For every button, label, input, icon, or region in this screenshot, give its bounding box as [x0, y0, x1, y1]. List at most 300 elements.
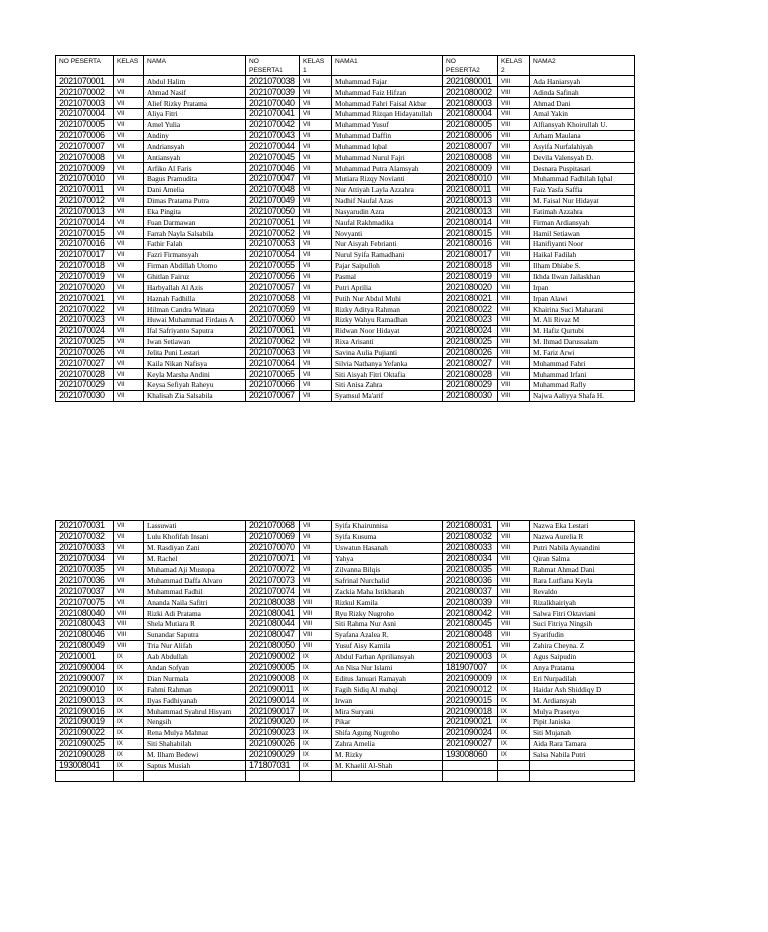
cell-no-peserta-1: [246, 771, 300, 782]
header-no-peserta-1: [246, 56, 300, 76]
table-row: [56, 358, 635, 369]
cell-nama-2: Haidar Ash Shiddiqy D: [530, 684, 635, 695]
cell-nama: Fuan Darmawan: [144, 217, 246, 228]
cell-nama: Lulu Khofifah Insani: [144, 531, 246, 542]
cell-nama-1: Mira Suryani: [332, 706, 443, 717]
cell-nama-2: Suci Fitriya Ningsih: [530, 619, 635, 630]
cell-nama-1: Pikar: [332, 717, 443, 728]
cell-kelas-1: VII: [300, 239, 332, 250]
cell-nama: Rena Mulya Mahnaz: [144, 727, 246, 738]
cell-no-peserta-2: 2021080035: [443, 564, 498, 575]
cell-kelas: VII: [114, 228, 144, 239]
cell-kelas: VIII: [114, 619, 144, 630]
cell-no-peserta: 2021070028: [56, 369, 114, 380]
cell-no-peserta: 2021070016: [56, 239, 114, 250]
table-row: [56, 141, 635, 152]
cell-no-peserta-1: 2021070074: [246, 586, 300, 597]
cell-no-peserta: 2021090022: [56, 727, 114, 738]
cell-no-peserta: 2021070009: [56, 163, 114, 174]
cell-no-peserta: 2021090025: [56, 738, 114, 749]
cell-kelas-2: VIII: [498, 336, 530, 347]
header-label: NAMA1: [335, 58, 358, 65]
cell-kelas: VII: [114, 108, 144, 119]
cell-nama-2: Irpan Alawi: [530, 293, 635, 304]
cell-nama-2: Pipit Janiska: [530, 717, 635, 728]
header-label: NO PESERTA1: [249, 58, 283, 75]
cell-kelas-2: VIII: [498, 325, 530, 336]
cell-no-peserta-2: [443, 760, 498, 771]
cell-nama-1: Putri Aprilia: [332, 282, 443, 293]
cell-nama-1: Ridwan Noor Hidayat: [332, 325, 443, 336]
cell-nama-1: Zahra Amelia: [332, 738, 443, 749]
cell-kelas: VII: [114, 76, 144, 87]
table-row: [56, 217, 635, 228]
cell-nama-2: Alfiansyah Khoirullah U.: [530, 119, 635, 130]
header-no-peserta: [56, 56, 114, 76]
cell-no-peserta-1: 2021070044: [246, 141, 300, 152]
cell-kelas-1: VII: [300, 174, 332, 185]
cell-kelas-1: VII: [300, 347, 332, 358]
cell-nama: Farrah Nayla Salsabila: [144, 228, 246, 239]
participant-table-2: [55, 520, 635, 782]
cell-no-peserta-1: 2021070066: [246, 380, 300, 391]
cell-kelas-2: VIII: [498, 119, 530, 130]
cell-kelas: VII: [114, 390, 144, 401]
header-label: NO PESERTA: [59, 58, 101, 65]
cell-kelas-2: VIII: [498, 87, 530, 98]
cell-kelas-2: VIII: [498, 586, 530, 597]
cell-kelas-2: VIII: [498, 174, 530, 185]
cell-no-peserta-1: 2021070060: [246, 314, 300, 325]
cell-no-peserta: 2021070032: [56, 531, 114, 542]
cell-kelas-1: VIII: [300, 608, 332, 619]
cell-nama-1: Muhammad Daffin: [332, 130, 443, 141]
cell-kelas: IX: [114, 651, 144, 662]
cell-kelas: VII: [114, 249, 144, 260]
cell-nama: Iwan Setiawan: [144, 336, 246, 347]
cell-no-peserta-2: 2021080013: [443, 206, 498, 217]
cell-no-peserta: 2021070013: [56, 206, 114, 217]
header-label: NAMA2: [533, 58, 556, 65]
cell-no-peserta-2: 2021080026: [443, 347, 498, 358]
cell-nama: Muhamad Aji Mustopa: [144, 564, 246, 575]
table-row: [56, 228, 635, 239]
cell-no-peserta: 2021090013: [56, 695, 114, 706]
cell-nama-2: Asyifa Nurfalahiyah: [530, 141, 635, 152]
header-nama-1: [332, 56, 443, 76]
cell-kelas-1: IX: [300, 651, 332, 662]
cell-kelas-2: VIII: [498, 314, 530, 325]
cell-kelas: VIII: [114, 629, 144, 640]
table-row: [56, 619, 635, 630]
cell-no-peserta: 2021080040: [56, 608, 114, 619]
cell-nama-1: Abdul Farhan Apriliansyah: [332, 651, 443, 662]
cell-nama: Arfiko Al Faris: [144, 163, 246, 174]
cell-no-peserta-2: 2021080003: [443, 98, 498, 109]
cell-kelas: VII: [114, 152, 144, 163]
cell-no-peserta-1: 2021070045: [246, 152, 300, 163]
cell-nama-2: Nazwa Eka Lestari: [530, 521, 635, 532]
cell-kelas-1: VII: [300, 336, 332, 347]
cell-kelas-2: VIII: [498, 380, 530, 391]
cell-nama: Ilyas Fadhiyanah: [144, 695, 246, 706]
header-label: KELAS 1: [303, 58, 325, 75]
cell-no-peserta-1: 2021070055: [246, 260, 300, 271]
cell-no-peserta-1: 2021070056: [246, 271, 300, 282]
cell-no-peserta-2: 2021080021: [443, 293, 498, 304]
header-nama-2: [530, 56, 635, 76]
cell-nama: Andriansyah: [144, 141, 246, 152]
cell-nama: Dani Amelia: [144, 184, 246, 195]
cell-nama-2: M. Ali Rivaz M: [530, 314, 635, 325]
table-row: [56, 380, 635, 391]
cell-nama: Fahmi Rahman: [144, 684, 246, 695]
cell-nama-2: Syarifudin: [530, 629, 635, 640]
cell-nama-2: Muhammad Irfani: [530, 369, 635, 380]
cell-no-peserta-1: 2021070049: [246, 195, 300, 206]
cell-nama-1: M. Rizky: [332, 749, 443, 760]
cell-kelas-1: VII: [300, 152, 332, 163]
cell-no-peserta-1: 2021090029: [246, 749, 300, 760]
cell-kelas-2: VIII: [498, 640, 530, 651]
cell-no-peserta: 2021070022: [56, 304, 114, 315]
cell-nama: Andan Sofyan: [144, 662, 246, 673]
cell-kelas-1: VII: [300, 390, 332, 401]
cell-kelas-2: IX: [498, 706, 530, 717]
cell-kelas: VII: [114, 347, 144, 358]
cell-kelas: VII: [114, 195, 144, 206]
cell-kelas-1: VII: [300, 130, 332, 141]
cell-kelas-1: IX: [300, 684, 332, 695]
cell-no-peserta: 2021070030: [56, 390, 114, 401]
cell-kelas-2: VIII: [498, 553, 530, 564]
cell-kelas: VII: [114, 174, 144, 185]
cell-kelas-1: IX: [300, 727, 332, 738]
cell-nama-1: Rizky Aditya Rahman: [332, 304, 443, 315]
cell-no-peserta-1: 2021090011: [246, 684, 300, 695]
cell-no-peserta-2: 2021080011: [443, 184, 498, 195]
cell-no-peserta-1: 2021070038: [246, 76, 300, 87]
cell-kelas-1: VII: [300, 325, 332, 336]
table-body: [56, 56, 635, 402]
cell-kelas-1: VII: [300, 521, 332, 532]
cell-kelas-2: [498, 771, 530, 782]
cell-no-peserta-1: 2021070041: [246, 108, 300, 119]
header-nama: [144, 56, 246, 76]
cell-kelas-1: IX: [300, 662, 332, 673]
cell-nama-1: Rizky Wahyu Ramadhan: [332, 314, 443, 325]
cell-nama-2: Ikhda Ilwan Jailaskhan: [530, 271, 635, 282]
cell-nama: Eka Pingita: [144, 206, 246, 217]
cell-kelas-2: VIII: [498, 98, 530, 109]
cell-no-peserta-1: 2021070048: [246, 184, 300, 195]
cell-kelas: VII: [114, 141, 144, 152]
cell-no-peserta-1: 2021070069: [246, 531, 300, 542]
table-row: [56, 390, 635, 401]
cell-nama: Rizki Adi Pratama: [144, 608, 246, 619]
header-label: NO PESERTA2: [446, 58, 480, 75]
cell-no-peserta-1: 2021080038: [246, 597, 300, 608]
table-row: [56, 640, 635, 651]
cell-no-peserta-1: 2021070071: [246, 553, 300, 564]
cell-kelas-2: IX: [498, 717, 530, 728]
cell-no-peserta: 20210001: [56, 651, 114, 662]
table-row: [56, 749, 635, 760]
cell-no-peserta: 2021070004: [56, 108, 114, 119]
cell-no-peserta: 193008041: [56, 760, 114, 771]
cell-kelas: IX: [114, 695, 144, 706]
cell-kelas-2: VIII: [498, 358, 530, 369]
cell-kelas: VII: [114, 184, 144, 195]
table-row: [56, 662, 635, 673]
cell-kelas: VII: [114, 314, 144, 325]
header-kelas: [114, 56, 144, 76]
cell-kelas-2: VIII: [498, 564, 530, 575]
cell-nama-2: Putri Nabila Ayuandini: [530, 542, 635, 553]
cell-no-peserta: [56, 771, 114, 782]
cell-nama-1: M. Khaelil Al-Shah: [332, 760, 443, 771]
table-row: [56, 119, 635, 130]
table-row: [56, 249, 635, 260]
cell-kelas-2: VIII: [498, 206, 530, 217]
cell-no-peserta-1: 2021090023: [246, 727, 300, 738]
cell-no-peserta-1: 2021090020: [246, 717, 300, 728]
cell-kelas-2: [498, 760, 530, 771]
cell-kelas-1: VIII: [300, 640, 332, 651]
cell-nama-1: An Nisa Nur Islami: [332, 662, 443, 673]
cell-no-peserta: 2021070012: [56, 195, 114, 206]
cell-nama: Bagus Pramudita: [144, 174, 246, 185]
cell-nama: Ifal Safriyanto Saputra: [144, 325, 246, 336]
header-row: [56, 56, 635, 76]
cell-kelas-2: VIII: [498, 130, 530, 141]
cell-no-peserta: 2021090007: [56, 673, 114, 684]
cell-nama-1: Muhammad Fajar: [332, 76, 443, 87]
cell-no-peserta-2: 2021080017: [443, 249, 498, 260]
cell-nama-1: Syamsul Ma'arif: [332, 390, 443, 401]
cell-nama-1: Uswatun Hasanah: [332, 542, 443, 553]
table-row: [56, 76, 635, 87]
cell-no-peserta-1: 2021070073: [246, 575, 300, 586]
cell-no-peserta: 2021070035: [56, 564, 114, 575]
table-row: [56, 553, 635, 564]
cell-kelas-2: IX: [498, 684, 530, 695]
cell-nama-1: Pajar Saipulloh: [332, 260, 443, 271]
cell-nama: Shela Mutiara R: [144, 619, 246, 630]
cell-kelas-2: VIII: [498, 163, 530, 174]
cell-nama-2: Ilham Dhiabe S.: [530, 260, 635, 271]
cell-no-peserta: 2021070033: [56, 542, 114, 553]
cell-kelas-1: VII: [300, 304, 332, 315]
cell-kelas: VII: [114, 217, 144, 228]
cell-no-peserta-1: 2021070059: [246, 304, 300, 315]
table-row: [56, 706, 635, 717]
cell-nama-2: Rizalkhairiyah: [530, 597, 635, 608]
cell-no-peserta: 2021070017: [56, 249, 114, 260]
cell-no-peserta: 2021080049: [56, 640, 114, 651]
cell-kelas-2: VIII: [498, 575, 530, 586]
cell-nama-2: Eri Nurpadilah: [530, 673, 635, 684]
cell-nama-1: Savina Aulia Pujianti: [332, 347, 443, 358]
cell-no-peserta-1: 2021070050: [246, 206, 300, 217]
cell-no-peserta: 2021070006: [56, 130, 114, 141]
cell-kelas: VII: [114, 98, 144, 109]
cell-nama-2: Revaldo: [530, 586, 635, 597]
cell-no-peserta: 2021070029: [56, 380, 114, 391]
cell-no-peserta: 2021070007: [56, 141, 114, 152]
cell-no-peserta-2: 2021080045: [443, 619, 498, 630]
cell-no-peserta-2: 2021080032: [443, 531, 498, 542]
cell-kelas: IX: [114, 727, 144, 738]
cell-no-peserta: 2021090010: [56, 684, 114, 695]
cell-kelas-2: VIII: [498, 76, 530, 87]
cell-kelas: VII: [114, 531, 144, 542]
cell-no-peserta-1: 2021080050: [246, 640, 300, 651]
cell-kelas-1: VII: [300, 260, 332, 271]
cell-nama-2: Desnara Puspitasari: [530, 163, 635, 174]
table-row: [56, 531, 635, 542]
cell-nama-2: M. Ihmad Darussalam: [530, 336, 635, 347]
cell-nama-1: Ryu Rizky Nugroho: [332, 608, 443, 619]
cell-nama-2: Nazwa Aurelia R: [530, 531, 635, 542]
cell-nama: Harbyallah Al Azis: [144, 282, 246, 293]
cell-kelas-1: IX: [300, 717, 332, 728]
cell-no-peserta-2: 2021080028: [443, 369, 498, 380]
cell-nama-1: Zilvanna Bilqis: [332, 564, 443, 575]
cell-no-peserta-1: 2021090017: [246, 706, 300, 717]
cell-nama-2: M. Fariz Arwi: [530, 347, 635, 358]
cell-kelas-2: VIII: [498, 184, 530, 195]
cell-kelas-2: VIII: [498, 293, 530, 304]
table-row: [56, 717, 635, 728]
table-row: [56, 206, 635, 217]
table-row: [56, 108, 635, 119]
cell-nama: Alief Rizky Pratama: [144, 98, 246, 109]
header-label: KELAS 2: [501, 58, 523, 75]
cell-nama: Khalisah Zia Salsabila: [144, 390, 246, 401]
cell-no-peserta-1: 2021080047: [246, 629, 300, 640]
cell-kelas-1: VIII: [300, 597, 332, 608]
table-row: [56, 163, 635, 174]
cell-nama-2: Devila Valensyah D.: [530, 152, 635, 163]
cell-no-peserta-2: 2021080048: [443, 629, 498, 640]
cell-kelas-2: VIII: [498, 282, 530, 293]
cell-no-peserta-1: 2021080041: [246, 608, 300, 619]
cell-kelas: VII: [114, 87, 144, 98]
cell-kelas-1: VII: [300, 314, 332, 325]
cell-nama-1: Mohammad Fahri Faisal Akbar: [332, 98, 443, 109]
cell-nama-2: Ahmad Dani: [530, 98, 635, 109]
cell-no-peserta: 2021090019: [56, 717, 114, 728]
cell-no-peserta-2: 2021090018: [443, 706, 498, 717]
cell-no-peserta-2: 2021090021: [443, 717, 498, 728]
table-row: [56, 184, 635, 195]
cell-kelas: VIII: [114, 608, 144, 619]
table-row: [56, 608, 635, 619]
cell-kelas: VII: [114, 597, 144, 608]
cell-kelas-1: [300, 771, 332, 782]
cell-nama-2: Muhammad Rafly: [530, 380, 635, 391]
cell-nama-1: Fagih Sidiq Al mahqi: [332, 684, 443, 695]
cell-nama-2: Haikal Fadilah: [530, 249, 635, 260]
cell-nama-1: Yahya: [332, 553, 443, 564]
cell-nama-2: Salwa Fitri Oktaviani: [530, 608, 635, 619]
cell-kelas-2: VIII: [498, 369, 530, 380]
cell-kelas-1: VIII: [300, 629, 332, 640]
cell-nama-2: Anya Pratama: [530, 662, 635, 673]
cell-no-peserta: 2021090028: [56, 749, 114, 760]
cell-nama: Kaila Nikan Nafisya: [144, 358, 246, 369]
cell-kelas: VII: [114, 325, 144, 336]
table-row: [56, 673, 635, 684]
cell-nama-1: Nadhif Naufal Azas: [332, 195, 443, 206]
cell-no-peserta: 2021080043: [56, 619, 114, 630]
cell-nama-1: Putih Nur Abdul Muhi: [332, 293, 443, 304]
cell-nama: Muhammad Syahrul Hisyam: [144, 706, 246, 717]
cell-kelas-1: VII: [300, 141, 332, 152]
cell-no-peserta-2: 2021080010: [443, 174, 498, 185]
cell-no-peserta-1: 2021070072: [246, 564, 300, 575]
cell-kelas: IX: [114, 749, 144, 760]
cell-kelas-2: VIII: [498, 141, 530, 152]
cell-no-peserta: 2021070001: [56, 76, 114, 87]
cell-nama-2: Qiran Salma: [530, 553, 635, 564]
table-row: [56, 87, 635, 98]
cell-no-peserta-1: 2021070039: [246, 87, 300, 98]
cell-no-peserta: 2021070026: [56, 347, 114, 358]
table-row: [56, 760, 635, 771]
cell-nama-1: Muhammad Yusuf: [332, 119, 443, 130]
cell-kelas-1: VII: [300, 195, 332, 206]
cell-kelas: VII: [114, 260, 144, 271]
cell-kelas: IX: [114, 662, 144, 673]
cell-nama: Tria Nur Alifah: [144, 640, 246, 651]
cell-kelas-2: VIII: [498, 304, 530, 315]
cell-kelas-2: VIII: [498, 152, 530, 163]
cell-nama: Keyla Marsha Andini: [144, 369, 246, 380]
header-kelas-1: [300, 56, 332, 76]
cell-no-peserta-2: 2021090003: [443, 651, 498, 662]
cell-kelas: IX: [114, 738, 144, 749]
cell-no-peserta-1: 2021090005: [246, 662, 300, 673]
table-row: [56, 369, 635, 380]
cell-no-peserta-1: 2021070052: [246, 228, 300, 239]
table-row: [56, 771, 635, 782]
cell-no-peserta-1: 2021070064: [246, 358, 300, 369]
cell-kelas-2: VIII: [498, 619, 530, 630]
cell-no-peserta-1: 2021080044: [246, 619, 300, 630]
cell-kelas-1: VII: [300, 119, 332, 130]
cell-nama-2: Hanifiyanti Noor: [530, 239, 635, 250]
cell-kelas: IX: [114, 717, 144, 728]
cell-kelas-2: IX: [498, 651, 530, 662]
cell-kelas-2: VIII: [498, 608, 530, 619]
cell-nama-1: Yusuf Aisy Kamila: [332, 640, 443, 651]
cell-no-peserta-1: 2021070065: [246, 369, 300, 380]
cell-no-peserta-2: 2021090015: [443, 695, 498, 706]
table-row: [56, 586, 635, 597]
cell-no-peserta-2: 181907007: [443, 662, 498, 673]
table-row: [56, 727, 635, 738]
cell-nama: [144, 771, 246, 782]
cell-no-peserta-2: 2021080022: [443, 304, 498, 315]
cell-no-peserta-2: 2021080036: [443, 575, 498, 586]
cell-nama-1: Muhammad Faiz Hifzan: [332, 87, 443, 98]
cell-kelas: IX: [114, 706, 144, 717]
participant-table-1: [55, 55, 635, 402]
cell-nama: Ghitlan Fairuz: [144, 271, 246, 282]
cell-no-peserta: 2021070027: [56, 358, 114, 369]
